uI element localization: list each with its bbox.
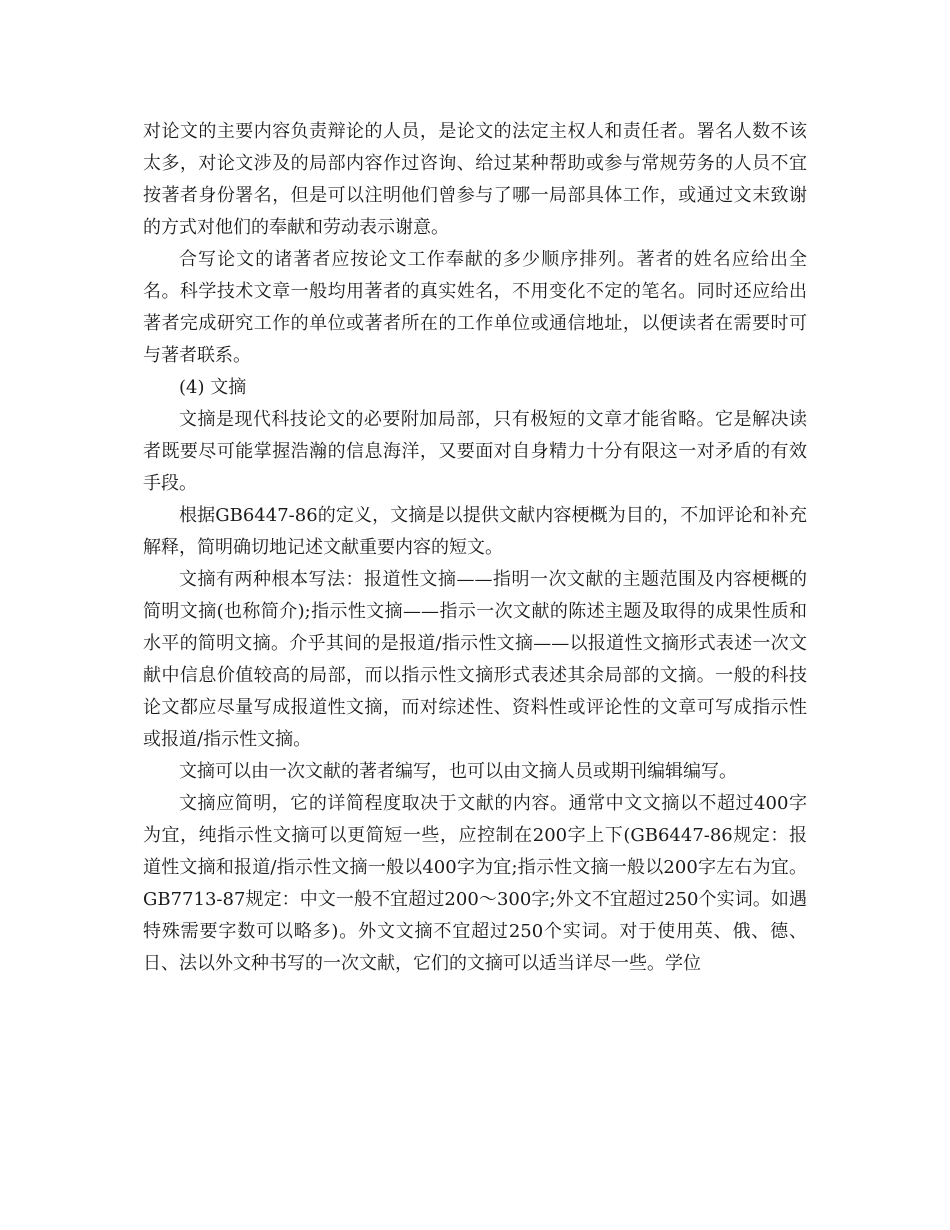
paragraph-abstract-types: 文摘有两种根本写法：报道性文摘——指明一次文献的主题范围及内容梗概的简明文摘(也称简介);指示性文摘——指示一次文献的陈述主题及取得的成果性质和水平的简明文摘。介乎其间的是报道/指示性文摘——以报道性文摘形式表述一次文献中信息价值较高的局部，而以指示性文摘形式表述其余局部的文摘。一般的科技论文都应尽量写成报道性文摘，而对综述性、资料性或评论性的文章可写成指示性或报道/指示性文摘。 — [143, 569, 807, 750]
paragraph-abstract-definition: 根据GB6447-86的定义，文摘是以提供文献内容梗概为目的，不加评论和补充解释，简明确切地记述文献重要内容的短文。 — [143, 505, 807, 558]
paragraph-abstract-length: 文摘应简明，它的详简程度取决于文献的内容。通常中文文摘以不超过400字为宜，纯指示性文摘可以更简短一些，应控制在200字上下(GB6447-86规定：报道性文摘和报道/指示性文摘一般以400字为宜;指示性文摘一般以200字左右为宜。GB7713-87规定：中文一般不宜超过200～300字;外文不宜超过250个实词。如遇特殊需要字数可以略多)。外文文摘不宜超过250个实词。对于使用英、俄、德、日、法以外文种书写的一次文献，它们的文摘可以适当详尽一些。学位 — [143, 793, 807, 974]
paragraph-abstract-purpose: 文摘是现代科技论文的必要附加局部，只有极短的文章才能省略。它是解决读者既要尽可能掌握浩瀚的信息海洋，又要面对自身精力十分有限这一对矛盾的有效手段。 — [143, 409, 807, 494]
paragraph-abstract-writers: 文摘可以由一次文献的著者编写，也可以由文摘人员或期刊编辑编写。 — [179, 761, 737, 782]
paragraph-authorship-responsibility: 对论文的主要内容负责辩论的人员，是论文的法定主权人和责任者。署名人数不该太多，对论文涉及的局部内容作过咨询、给过某种帮助或参与常规劳务的人员不宜按著者身份署名，但是可以注明他们曾参与了哪一局部具体工作，或通过文末致谢的方式对他们的奉献和劳动表示谢意。 — [143, 121, 807, 238]
document-body — [143, 116, 807, 980]
paragraph-author-order: 合写论文的诸著者应按论文工作奉献的多少顺序排列。著者的姓名应给出全名。科学技术文章一般均用著者的真实姓名，不用变化不定的笔名。同时还应给出著者完成研究工作的单位或著者所在的工作单位或通信地址，以便读者在需要时可与著者联系。 — [143, 249, 807, 366]
section-heading-abstract: (4) 文摘 — [179, 377, 247, 398]
